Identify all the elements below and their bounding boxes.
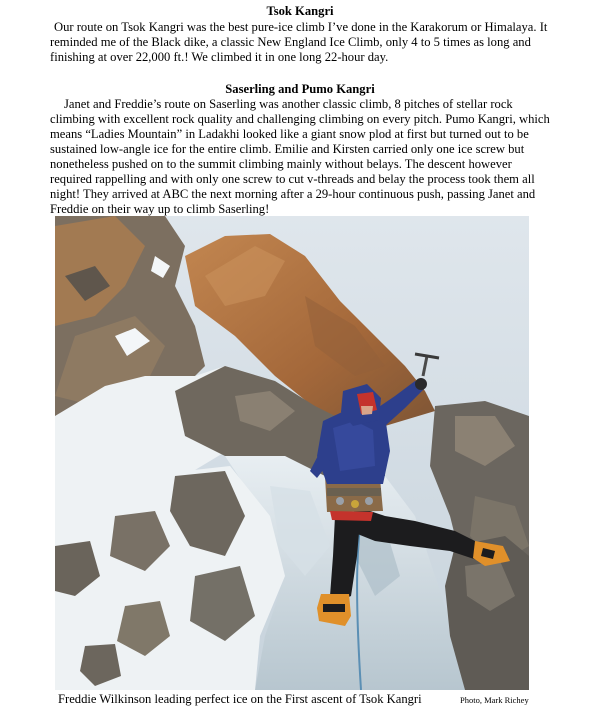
section-heading-saserling-pumo-kangri: Saserling and Pumo Kangri bbox=[225, 82, 375, 96]
photo-caption: Freddie Wilkinson leading perfect ice on the First ascent of Tsok Kangri bbox=[58, 692, 422, 706]
paragraph-tsok-kangri: Our route on Tsok Kangri was the best pure-ice climb I’ve done in the Karakorum or Himalaya. It reminded me of the Black dike, a classic New England Ice Climb, only 4 to 5 times as long and finishing at over 22,000 ft.! We climbed it in one long 22-hour day. bbox=[50, 20, 548, 64]
paragraph-saserling-pumo-kangri: Janet and Freddie’s route on Saserling was another classic climb, 8 pitches of stellar rock climbing with excellent rock quality and challenging climbing on every pitch. Pumo Kangri, which means “Ladies Mountain” in Ladakhi looked like a giant snow plod at first but turned out to be sustained low-angle ice for the entire climb. Emilie and Kirsten carried only one ice screw but nonetheless pushed on to the summit climbing mainly without belays. The descent however required rappelling and with only one screw to cut v-threads and belay the process took them all night! They arrived at ABC the next morning after a 29-hour continuous push, passing Janet and Freddie on their way up to climb Saserling! bbox=[50, 97, 550, 216]
section-heading-tsok-kangri: Tsok Kangri bbox=[266, 4, 334, 18]
photo-credit: Photo, Mark Richey bbox=[460, 695, 529, 705]
climbing-photo bbox=[55, 216, 529, 690]
climbing-photo-illustration bbox=[55, 216, 529, 690]
